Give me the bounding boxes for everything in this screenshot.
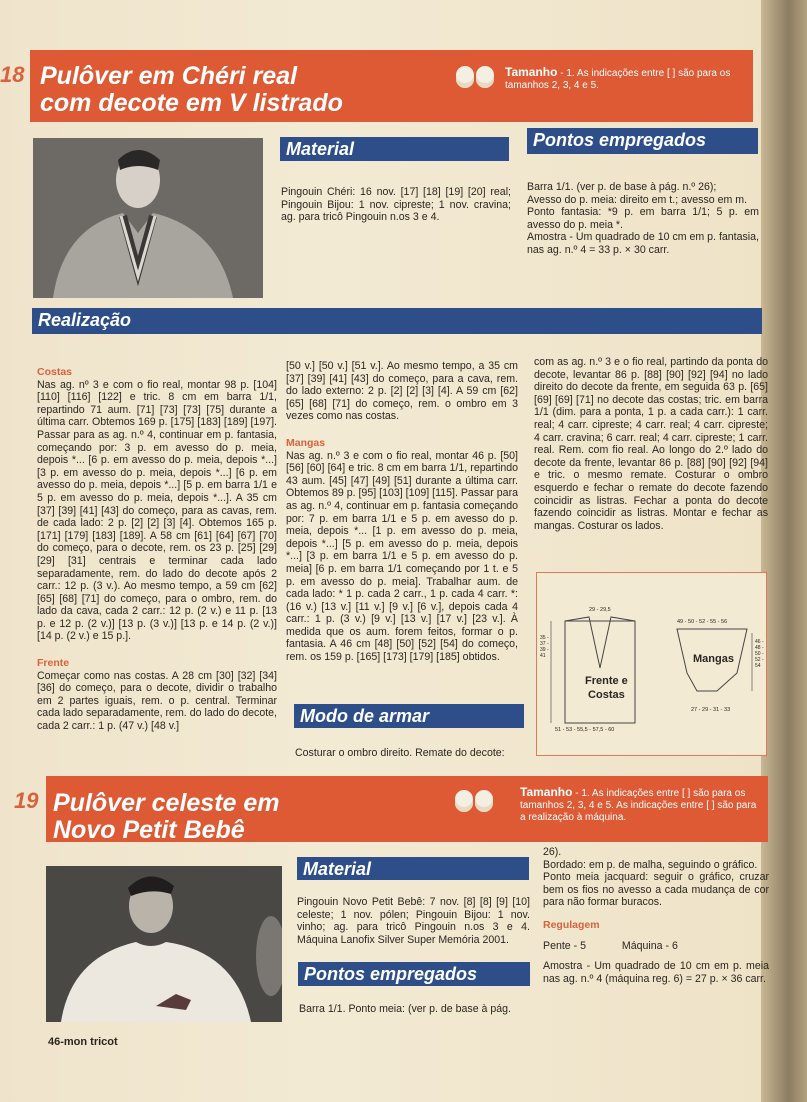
- material-heading: Material: [280, 137, 509, 161]
- maquina-value: Máquina - 6: [621, 939, 678, 952]
- pontos-list: [527, 181, 759, 257]
- front-back-label: [585, 674, 628, 702]
- pontos-item: Barra 1/1. (ver p. de base à pág. n.º 26);: [527, 181, 717, 193]
- title-line: com decote em V listrado: [40, 89, 343, 117]
- title-line: Pulôver em Chéri real: [40, 62, 298, 90]
- pontos-text: Barra 1/1. Ponto meia: (ver p. de base à pág.: [299, 1003, 511, 1015]
- right-column-19: [543, 846, 769, 985]
- pattern-title: [53, 790, 280, 844]
- front-label-line: Costas: [588, 689, 625, 701]
- sleeve-label: Mangas: [693, 653, 734, 665]
- material-heading: Material: [297, 857, 529, 880]
- size-label: Tamanho: [505, 65, 558, 79]
- regulagem-label: Regulagem: [543, 918, 600, 931]
- pontos-heading: Pontos empregados: [527, 128, 758, 154]
- costas-label: Costas: [37, 366, 73, 378]
- pattern-number: 19: [14, 788, 39, 813]
- front-top-measure: 29 - 29,5: [589, 607, 611, 613]
- col2-text: [50 v.] [50 v.] [51 v.]. Ao mesmo tempo, a 35 cm [37] [39] [41] [43] do começo, para a cava, rem. do lado externo: 2 p. [2] [2] [3] [4]. A 59 cm [62] [65] [68] [71] do começo, rem. o ombro em 3 vezes como nas costas.: [286, 360, 518, 423]
- modo-heading: Modo de armar: [294, 704, 524, 728]
- model-photo: [33, 138, 263, 298]
- mangas-text: Nas ag. n.º 3 e com o fio real, montar 46 p. [50] [56] [60] [64] e tric. 8 cm em barra 1/1, repartindo 43 aum. [45] [47] [49] [51] durante a última carr. Obtemos 89 p. [95] [103] [109] [115]. Passar para as ag. n.º 4, continuar em p. fantasia começando por: 7 p. em barra 1/1 e 5 p. em avesso do p. meia, depois *... [1 p. em avesso do p. meia, depois *...] [5 p. em avesso do p. meia, depois *...] [3 p. em barra 1/1 e 5 p. em avesso do p. meia] [6 p. em barra 1/1 começando por 1 t. e 5 p. em avesso do p. meia]. Trabalhar aum. de cada lado: * 1 p. cada 2 carr., 1 p. cada 4 carr. *: (16 v.) [13 v.] [11 v.] [9 v.] [6 v.], depois cada 4 carr.: 1 p. (3 v.) [9 v.] [13 v.] [17 v.] [23 v.]. À medida que os aum. forem feitos, formar o p. fantasia. A 46 cm [48] [50] [52] [54] do começo, rem. os 159 p. [165] [173] [179] [185] obtidos.: [286, 449, 518, 664]
- amostra-text: Amostra - Um quadrado de 10 cm em p. meia nas ag. n.º 4 (máquina reg. 6) = 27 p. × 36 carr.: [543, 960, 769, 985]
- instructions-column-1: [37, 366, 277, 733]
- model-photo: [46, 866, 282, 1022]
- material-text: Pingouin Novo Petit Bebê: 7 nov. [8] [8] [9] [10] celeste; 1 nov. pólen; Pingouin Bijou: 1 nov. vinho; ag. para tricô Pingouin n.os 3 e 4. Máquina Lanofix Silver Super Memória 2001.: [297, 896, 530, 946]
- model-illustration: [33, 138, 263, 298]
- modo-text: Costurar o ombro direito. Remate do decote:: [295, 747, 505, 759]
- instructions-column-2: [286, 360, 518, 664]
- yarn-skeins-icon: [455, 790, 495, 817]
- pattern-title: [40, 63, 343, 117]
- front-label-line: Frente e: [585, 675, 628, 687]
- size-info: [505, 66, 745, 92]
- pontos-item: Avesso do p. meia: direito em t.; avesso em m.: [527, 193, 748, 206]
- sleeve-top-measure: 49 - 50 - 52 - 55 - 56: [677, 619, 728, 625]
- pontos-heading: Pontos empregados: [298, 962, 530, 986]
- ref-text: 26).: [543, 846, 562, 858]
- costas-text: Nas ag. nº 3 e com o fio real, montar 98 p. [104] [110] [116] [122] e tric. 8 cm em barra 1/1, repartindo 71 aum. [71] [73] [73] [75] durante a última carr. Obtemos 169 p. [175] [183] [189] [197]. Passar para as ag. n.º 4, continuar em p. fantasia, começando por: 3 p. em avesso do p. meia, depois *... [6 p. em avesso do p. meia, depois *...] [3 p. em avesso do p. meia, depois *...] [6 p. em avesso do p. meia, depois *...] [5 p. em barra 1/1 e 5 p. em avesso do p. meia, depois *...]. A 35 cm [37] [39] [41] [43] do começo, para as cavas, rem. de cada lado: 2 p. [2] [2] [3] [4]. Obtemos 165 p. [171] [179] [183] [189]. A 58 cm [61] [64] [67] [70] do começo, para o decote, rem. os 23 p. [25] [29] [29] [31] centrais e terminar cada lado separadamente, rem. do lado do decote após 2 carr.: 12 p. (3 v.). Ao mesmo tempo, a 59 cm [62] [65] [68] [71] do começo, para o ombro, rem. do lado da cava, cada 2 carr.: 12 p. (2 v.) e 11 p. [13 p. e 12 p. (2 v.)] [13 p. (3 v.)] [13 p. e 14 p. (2 v.)] [14 p. (2 v.) e 15 p.].: [37, 378, 277, 643]
- pente-value: Pente - 5: [543, 939, 586, 952]
- pontos-item: Amostra - Um quadrado de 10 cm em p. fantasia, nas ag. n.º 4 = 33 p. × 30 carr.: [527, 231, 759, 256]
- sleeve-bottom-measure: 27 - 29 - 31 - 33: [691, 707, 731, 713]
- size-label: Tamanho: [520, 785, 573, 799]
- yarn-skeins-icon: [456, 66, 496, 93]
- realizacao-heading: Realização: [32, 308, 762, 334]
- mangas-label: Mangas: [286, 436, 326, 449]
- pontos-item: Ponto fantasia: *9 p. em barra 1/1; 5 p. em avesso do p. meia *.: [527, 206, 759, 231]
- instructions-column-3: com as ag. n.º 3 e o fio real, partindo da ponta do decote, levantar 86 p. [88] [90] [92] [94] no lado direito do decote da frente, em seguida 63 p. [65] [69] [69] [71] no decote das costas; tric. em barra 1/1 (dim. para a ponta, 1 p. a cada carr.): 1 carr. real; 4 carr. cipreste; 4 carr. real; 4 carr. cipreste; 4 carr. cravina; 6 carr. real; 4 carr. cipreste; 1 carr. real. Rem. com fio real. Ao longo do 2.º lado do decote da frente, levantar 86 p. [88] [90] [92] [94] e tric. o mesmo remate. Costurar o ombro esquerdo e fechar o remate do decote fazendo coincidir as listras. Fechar a ponta do decote fazendo coincidir as listras. Montar e fechar as mangas. Costurar os lados.: [534, 356, 768, 532]
- schematic-diagram: [536, 572, 767, 756]
- model-illustration: [46, 866, 282, 1022]
- bordado-text: Bordado: em p. de malha, seguindo o gráfico.: [543, 858, 758, 871]
- material-text: Pingouin Chéri: 16 nov. [17] [18] [19] [20] real; Pingouin Bijou: 1 nov. cipreste; 1 nov. cravina; ag. para tricô Pingouin n.os 3 e 4.: [281, 186, 511, 224]
- size-text: - 1. As indicações entre [ ] são para os tamanhos 2, 3, 4 e 5. As indicações entre [ ] são para a realização à máquina.: [520, 788, 757, 823]
- left-measure: 35 - 37 - 39 - 41: [540, 635, 549, 659]
- front-bottom-measure: 51 - 53 - 55,5 - 57,5 - 60: [555, 727, 615, 733]
- frente-label: Frente: [37, 657, 70, 670]
- frente-text: Começar como nas costas. A 28 cm [30] [32] [34] [36] do começo, para o decote, dividir o trabalho em 2 partes iguais, rem. o p. central. Terminar cada lado separadamente, rem. do lado do decote, cada 2 carr.: 1 p. (47 v.) [48 v.]: [37, 669, 277, 733]
- size-text: - 1. As indicações entre [ ] são para os tamanhos 2, 3, 4 e 5.: [505, 68, 731, 91]
- size-info: [520, 786, 760, 824]
- pattern-number: 18: [0, 62, 25, 87]
- title-line: Pulôver celeste em: [53, 789, 280, 817]
- right-measure: 46 - 48 - 50 - 52 - 54: [755, 639, 764, 669]
- title-line: Novo Petit Bebê: [53, 816, 245, 844]
- page-footer: 46-mon tricot: [48, 1036, 118, 1048]
- jacquard-text: Ponto meia jacquard: seguir o gráfico, cruzar bem os fios no avesso a cada mudança de cor para não formar buracos.: [543, 871, 769, 909]
- regulagem-values: [543, 940, 769, 953]
